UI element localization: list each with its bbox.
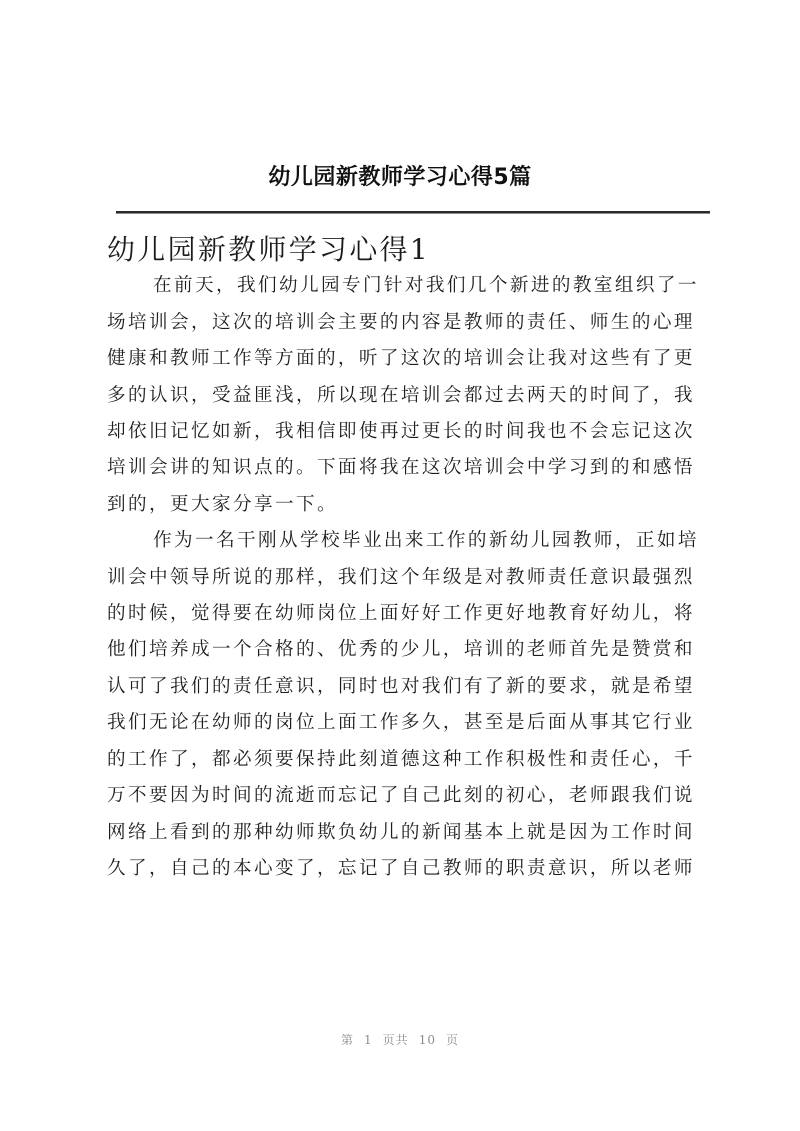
- paragraph-line: 场培训会，这次的培训会主要的内容是教师的责任、师生的心理: [107, 311, 695, 333]
- page-footer: [0, 1031, 800, 1048]
- footer-prefix: 第: [341, 1033, 355, 1047]
- paragraph-line: 健康和教师工作等方面的，听了这次的培训会让我对这些有了更: [107, 348, 695, 370]
- document-body: [107, 232, 707, 887]
- current-page-number: 1: [364, 1033, 373, 1047]
- paragraph-2: [107, 523, 707, 887]
- paragraph-line: 他们培养成一个合格的、优秀的少儿，培训的老师首先是赞赏和: [107, 639, 695, 661]
- paragraph-line: 的工作了，都必须要保持此刻道德这种工作积极性和责任心，千: [107, 748, 695, 770]
- paragraph-line: 万不要因为时间的流逝而忘记了自己此刻的初心，老师跟我们说: [107, 785, 695, 807]
- paragraph-line: 多的认识，受益匪浅，所以现在培训会都过去两天的时间了，我: [107, 384, 695, 406]
- paragraph-line: 网络上看到的那种幼师欺负幼儿的新闻基本上就是因为工作时间: [107, 821, 695, 843]
- paragraph-line: 的时候，觉得要在幼师岗位上面好好工作更好地教育好幼儿，将: [107, 603, 695, 625]
- paragraph-line: 到的，更大家分享一下。: [107, 493, 338, 515]
- paragraph-line: 训会中领导所说的那样，我们这个年级是对教师责任意识最强烈: [107, 566, 695, 588]
- footer-suffix: 页: [445, 1033, 459, 1047]
- section-heading: 幼儿园新教师学习心得1: [107, 233, 431, 266]
- paragraph-line: 认可了我们的责任意识，同时也对我们有了新的要求，就是希望: [107, 675, 695, 697]
- paragraph-line: 却依旧记忆如新，我相信即使再过更长的时间我也不会忘记这次: [107, 421, 695, 443]
- paragraph-line: 作为一名干刚从学校毕业出来工作的新幼儿园教师，正如培: [153, 530, 699, 552]
- paragraph-line: 培训会讲的知识点的。下面将我在这次培训会中学习到的和感悟: [107, 457, 695, 479]
- total-pages: 10: [418, 1033, 436, 1047]
- footer-middle: 页共: [382, 1033, 409, 1047]
- paragraph-1: [107, 268, 707, 523]
- paragraph-line: 在前天，我们幼儿园专门针对我们几个新进的教室组织了一: [153, 275, 699, 297]
- paragraph-line: 久了，自己的本心变了，忘记了自己教师的职责意识，所以老师: [107, 857, 695, 879]
- document-title: 幼儿园新教师学习心得5篇: [268, 165, 532, 190]
- paragraph-line: 我们无论在幼师的岗位上面工作多久，甚至是后面从事其它行业: [107, 712, 695, 734]
- title-divider: [116, 211, 710, 214]
